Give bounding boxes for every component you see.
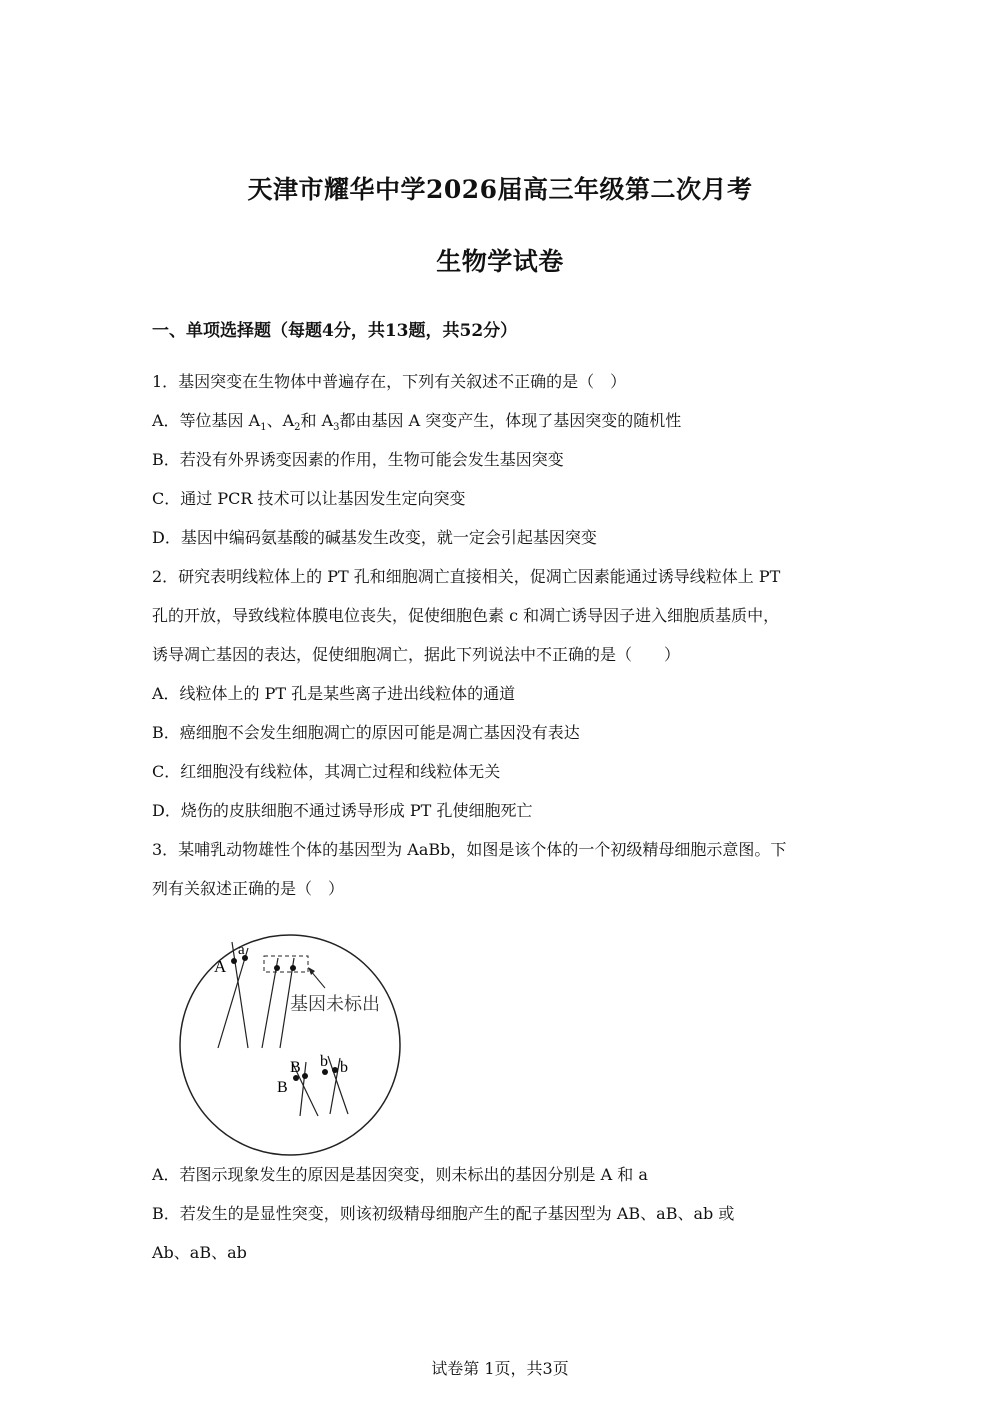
q1-a-text-2: 、A (266, 411, 295, 430)
q2-stem-line-2: 孔的开放，导致线粒体膜电位丧失，促使细胞色素 c 和凋亡诱导因子进入细胞质基质中， (152, 606, 780, 625)
q1-a-sub-1: 1 (260, 422, 267, 434)
q2-option-a: A．线粒体上的 PT 孔是某些离子进出线粒体的通道 (152, 684, 516, 703)
q2-option-c: C．红细胞没有线粒体，其凋亡过程和线粒体无关 (152, 762, 501, 781)
q2-option-b: B．癌细胞不会发生细胞凋亡的原因可能是凋亡基因没有表达 (152, 723, 580, 742)
q1-a-text-1: A．等位基因 A (152, 411, 261, 430)
arrow-head-icon (308, 967, 315, 975)
exam-title: 天津市耀华中学2026届高三年级第二次月考 (247, 175, 753, 204)
gene-locus-dot (274, 965, 280, 971)
q2-stem-line-3: 诱导凋亡基因的表达，促使细胞凋亡，据此下列说法中不正确的是（ ） (152, 645, 681, 664)
q1-option-b: B．若没有外界诱变因素的作用，生物可能会发生基因突变 (152, 450, 564, 469)
gene-locus-dot (332, 1067, 338, 1073)
q3-stem-line-2: 列有关叙述正确的是（ ） (152, 879, 345, 898)
q1-a-sub-2: 2 (294, 422, 301, 434)
q3-stem-line-1: 3．某哺乳动物雄性个体的基因型为 AaBb，如图是该个体的一个初级精母细胞示意图。下 (152, 840, 787, 859)
gene-locus-dot (290, 965, 296, 971)
figure-note-label: 基因未标出 (290, 994, 380, 1015)
q3-option-b-line-2: Ab、aB、ab (152, 1243, 247, 1262)
gene-locus-dot (302, 1073, 308, 1079)
q2-stem-line-1: 2．研究表明线粒体上的 PT 孔和细胞凋亡直接相关，促凋亡因素能通过诱导线粒体上 PT (152, 567, 781, 586)
gene-locus-dot (231, 958, 237, 964)
q1-a-sub-3: 3 (333, 422, 340, 434)
q1-stem: 1．基因突变在生物体中普遍存在，下列有关叙述不正确的是（ ） (152, 372, 627, 391)
gene-label-b-left: b (320, 1053, 328, 1070)
q1-option-c: C．通过 PCR 技术可以让基因发生定向突变 (152, 489, 466, 508)
gene-label-A: A (214, 957, 227, 976)
page-footer: 试卷第 1页，共3页 (431, 1359, 569, 1378)
exam-subtitle: 生物学试卷 (436, 247, 564, 276)
q1-option-a (152, 411, 681, 438)
q3-option-b-line-1: B．若发生的是显性突变，则该初级精母细胞产生的配子基因型为 AB、aB、ab 或 (152, 1204, 735, 1223)
gene-label-B-lower: B (277, 1079, 288, 1096)
unlabeled-gene-box (264, 956, 308, 972)
gene-label-B-upper: B (290, 1059, 301, 1076)
q1-a-text-3: 和 A (300, 411, 334, 430)
q2-option-d: D．烧伤的皮肤细胞不通过诱导形成 PT 孔使细胞死亡 (152, 801, 533, 820)
cell-diagram (170, 930, 410, 1160)
section-heading: 一、单项选择题（每题4分，共13题，共52分） (152, 321, 518, 341)
gene-label-a: a (238, 942, 245, 958)
q1-a-text-4: 都由基因 A 突变产生，体现了基因突变的随机性 (339, 411, 682, 430)
q1-option-d: D．基因中编码氨基酸的碱基发生改变，就一定会引起基因突变 (152, 528, 597, 547)
q3-option-a: A．若图示现象发生的原因是基因突变，则未标出的基因分别是 A 和 a (152, 1165, 648, 1184)
gene-label-b-right: b (340, 1059, 348, 1076)
